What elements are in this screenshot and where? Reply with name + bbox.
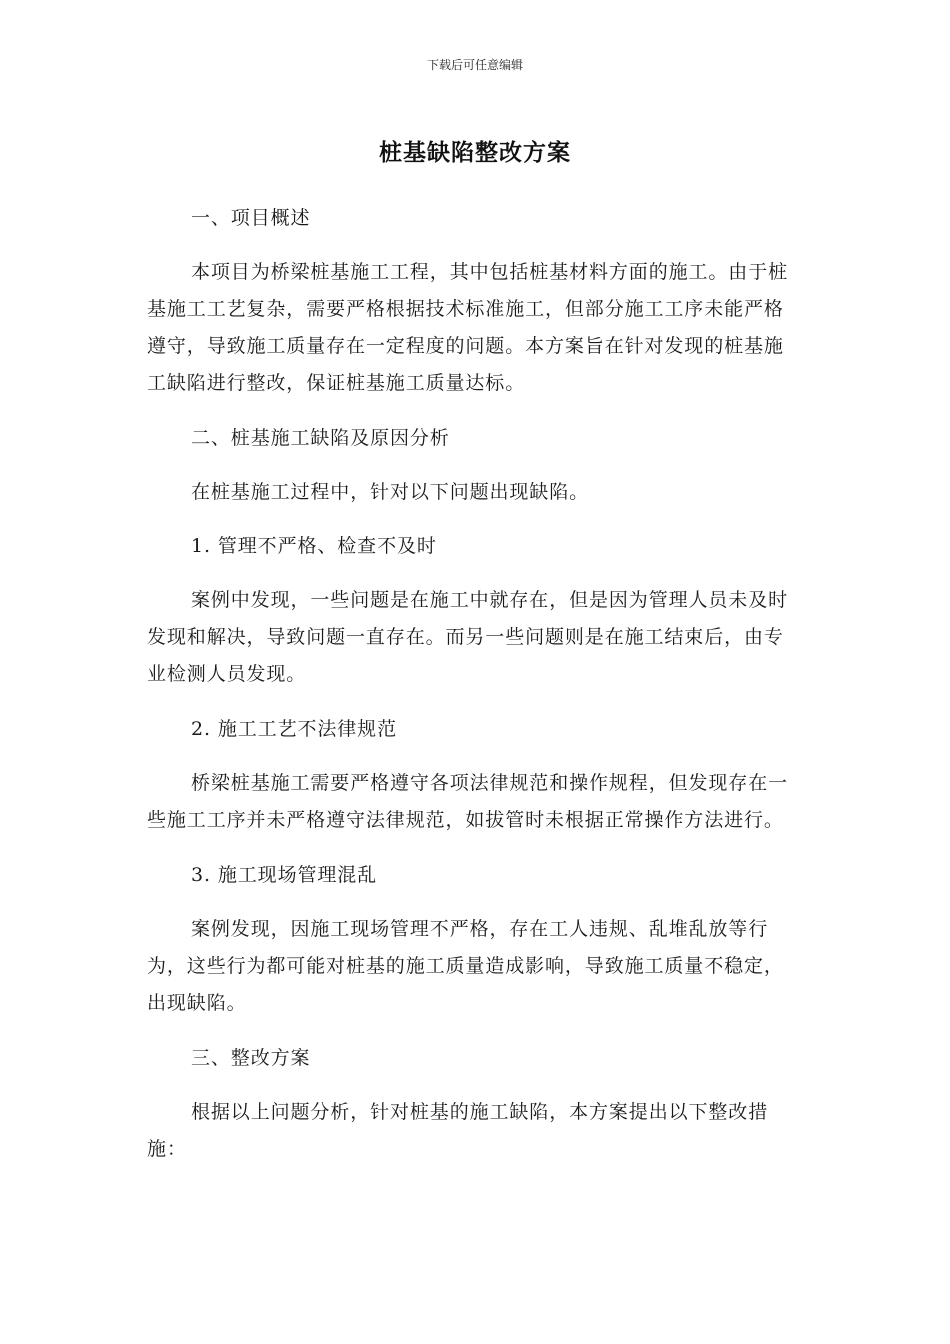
subheading-process: 2. 施工工艺不法律规范 (191, 718, 397, 740)
subheading-site: 3. 施工现场管理混乱 (191, 864, 378, 886)
document-body (147, 200, 793, 1186)
section-heading-overview: 一、项目概述 (191, 207, 311, 229)
paragraph-rectification: 根据以上问题分析，针对桩基的施工缺陷，本方案提出以下整改措施： (147, 1101, 769, 1160)
paragraph-site: 案例发现，因施工现场管理不严格，存在工人违规、乱堆乱放等行为，这些行为都可能对桩基的施工质量造成影响，导致施工质量不稳定，出现缺陷。 (147, 918, 784, 1014)
section-heading-defects: 二、桩基施工缺陷及原因分析 (191, 427, 450, 449)
document-title: 桩基缺陷整改方案 (379, 140, 571, 166)
paragraph-management: 案例中发现，一些问题是在施工中就存在，但是因为管理人员未及时发现和解决，导致问题一直存在。而另一些问题则是在施工结束后，由专业检测人员发现。 (147, 589, 789, 685)
paragraph-defects-intro: 在桩基施工过程中，针对以下问题出现缺陷。 (191, 481, 590, 503)
subheading-management: 1. 管理不严格、检查不及时 (191, 535, 437, 557)
paragraph-process: 桥梁桩基施工需要严格遵守各项法律规范和操作规程，但发现存在一些施工工序并未严格遵守法律规范，如拔管时未根据正常操作方法进行。 (147, 772, 789, 831)
paragraph-overview: 本项目为桥梁桩基施工工程，其中包括桩基材料方面的施工。由于桩基施工工艺复杂，需要严格根据技术标准施工，但部分施工工序未能严格遵守，导致施工质量存在一定程度的问题。本方案旨在针对发现的桩基施工缺陷进行整改，保证桩基施工质量达标。 (147, 261, 789, 394)
header-note: 下载后可任意编辑 (426, 58, 523, 72)
section-heading-rectification: 三、整改方案 (191, 1047, 311, 1069)
